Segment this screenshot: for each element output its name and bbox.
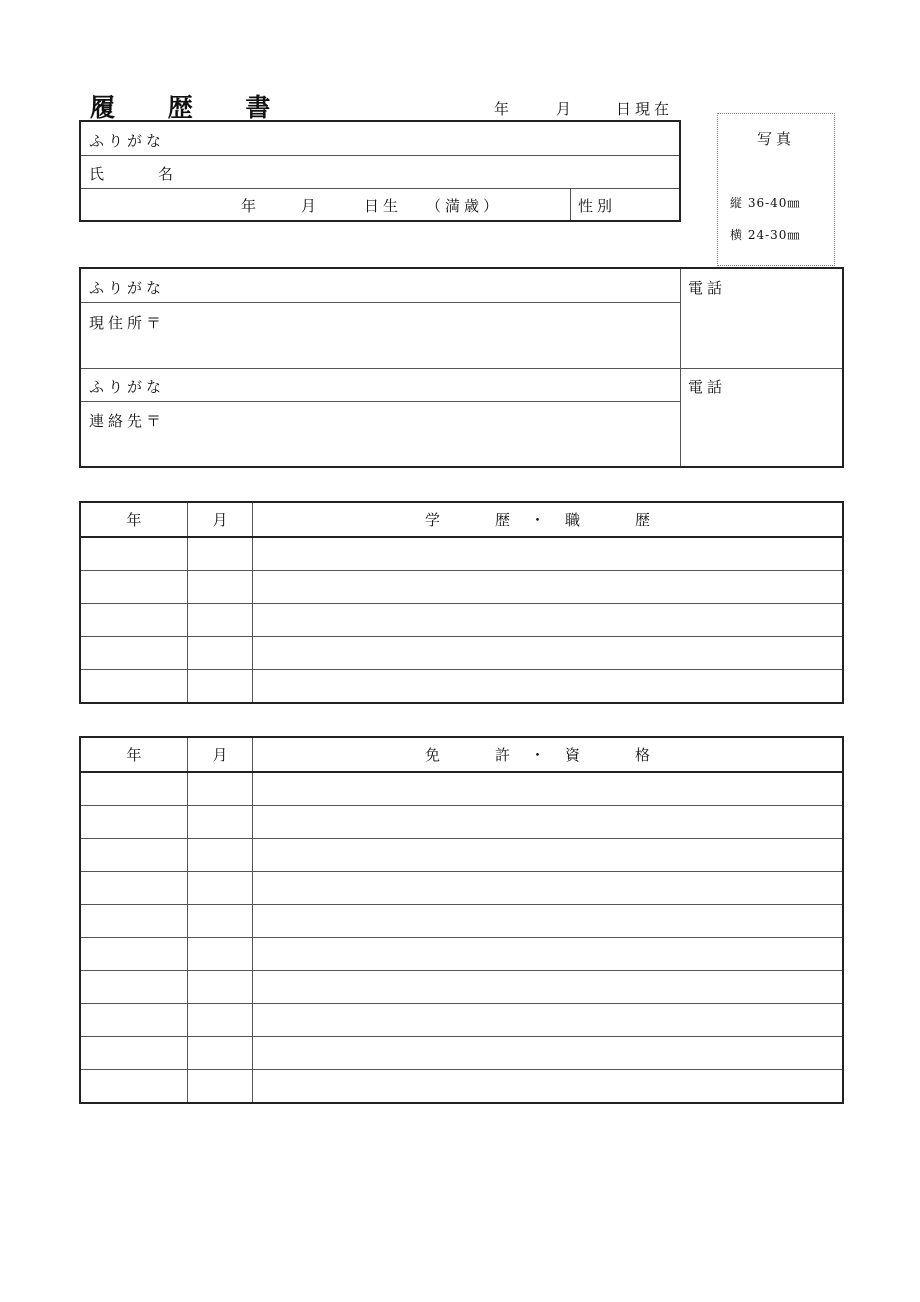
table-row [80,537,843,571]
page-title: 履 歴 書 [90,93,293,122]
table-cell[interactable] [188,1037,253,1070]
table-cell[interactable] [80,670,188,704]
table-cell[interactable] [253,604,844,637]
photo-box [717,113,835,266]
age-label: （満歳） [426,197,503,215]
table-cell[interactable] [188,806,253,839]
name-label: 氏 名 [89,165,182,183]
table-cell[interactable] [253,772,844,806]
table-row [80,806,843,839]
table-cell[interactable] [253,537,844,571]
table-cell[interactable] [80,571,188,604]
lic-col-year: 年 [80,737,188,772]
personal-info-box [79,120,681,222]
table-cell[interactable] [188,905,253,938]
table-cell[interactable] [188,1070,253,1104]
table-cell[interactable] [80,604,188,637]
birth-day-label: 日生 [364,197,403,215]
table-cell[interactable] [188,604,253,637]
table-row [80,872,843,905]
table-row [80,1004,843,1037]
table-cell[interactable] [80,938,188,971]
table-cell[interactable] [253,670,844,704]
table-cell[interactable] [253,938,844,971]
table-cell[interactable] [188,872,253,905]
table-row [80,1070,843,1104]
current-address-label: 現住所〒 [89,314,166,332]
photo-height-spec: 縦 36-40㎜ [730,196,801,210]
address-furigana-label: ふりがな [89,279,166,297]
contact-furigana-label: ふりがな [89,378,166,396]
table-row [80,670,843,704]
table-cell[interactable] [80,971,188,1004]
table-cell[interactable] [80,872,188,905]
table-cell[interactable] [80,1070,188,1104]
date-month-label: 月 [556,100,572,118]
table-cell[interactable] [80,637,188,670]
date-day-current-label: 日現在 [616,100,674,118]
table-cell[interactable] [80,537,188,571]
table-cell[interactable] [253,806,844,839]
table-cell[interactable] [80,1037,188,1070]
table-cell[interactable] [253,571,844,604]
table-cell[interactable] [80,806,188,839]
contact-address-label: 連絡先〒 [89,412,166,430]
lic-col-qualification: 免 許・資 格 [253,737,844,772]
table-row [80,637,843,670]
table-row [80,571,843,604]
table-row [80,971,843,1004]
gender-label: 性別 [578,197,617,215]
birth-month-label: 月 [301,197,321,215]
table-cell[interactable] [80,772,188,806]
table-cell[interactable] [253,1037,844,1070]
lic-col-month: 月 [188,737,253,772]
edu-col-year: 年 [80,502,188,537]
license-table [79,736,844,1104]
table-row [80,1037,843,1070]
table-cell[interactable] [253,872,844,905]
edu-col-month: 月 [188,502,253,537]
table-cell[interactable] [188,537,253,571]
table-row [80,604,843,637]
edu-col-history: 学 歴・職 歴 [253,502,844,537]
table-cell[interactable] [253,1070,844,1104]
table-cell[interactable] [188,1004,253,1037]
table-cell[interactable] [188,670,253,704]
table-row [80,938,843,971]
table-cell[interactable] [188,839,253,872]
table-cell[interactable] [253,839,844,872]
date-year-label: 年 [494,100,510,118]
table-row [80,905,843,938]
table-row [80,772,843,806]
table-cell[interactable] [253,971,844,1004]
current-phone-label: 電話 [688,279,727,297]
table-cell[interactable] [253,1004,844,1037]
photo-title: 写真 [756,130,795,148]
table-cell[interactable] [253,905,844,938]
table-row [80,839,843,872]
table-cell[interactable] [80,839,188,872]
education-history-table [79,501,844,704]
table-cell[interactable] [188,971,253,1004]
table-cell[interactable] [188,938,253,971]
table-cell[interactable] [253,637,844,670]
photo-width-spec: 横 24-30㎜ [730,228,801,242]
table-cell[interactable] [80,905,188,938]
table-cell[interactable] [80,1004,188,1037]
table-cell[interactable] [188,571,253,604]
table-cell[interactable] [188,772,253,806]
contact-phone-label: 電話 [688,378,727,396]
table-cell[interactable] [188,637,253,670]
birth-year-label: 年 [241,197,261,215]
address-box [79,267,844,468]
name-furigana-label: ふりがな [89,132,166,150]
